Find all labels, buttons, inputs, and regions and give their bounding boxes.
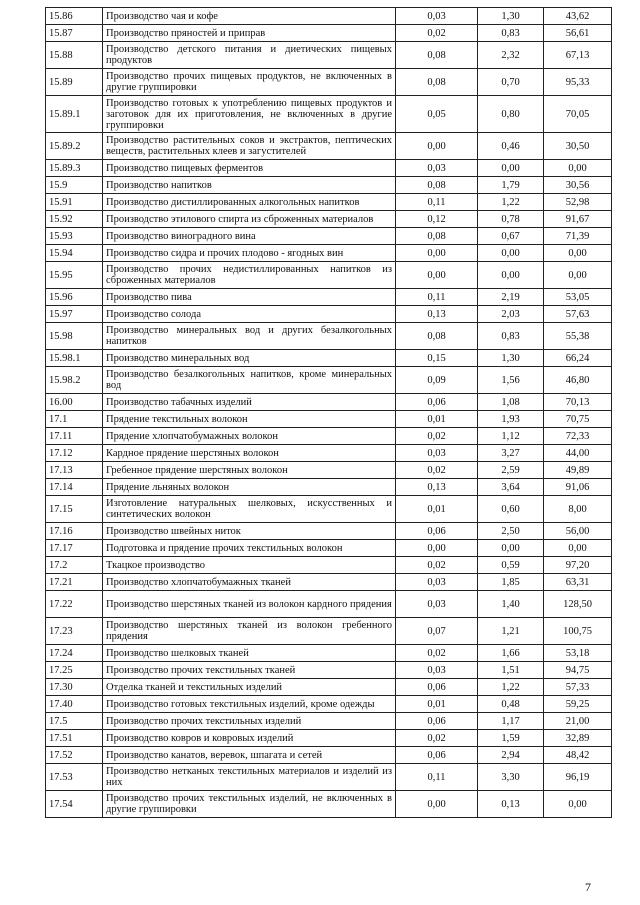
row-value-1: 0,06 [396, 523, 478, 540]
row-value-1: 0,00 [396, 791, 478, 818]
row-value-1: 0,11 [396, 194, 478, 211]
row-activity-name: Производство безалкогольных напитков, кроме минеральных вод [103, 367, 396, 394]
row-activity-name: Производство канатов, веревок, шпагата и сетей [103, 747, 396, 764]
row-value-1: 0,13 [396, 306, 478, 323]
row-value-3: 70,05 [544, 96, 612, 133]
row-code: 17.54 [46, 791, 103, 818]
row-value-3: 96,19 [544, 764, 612, 791]
row-activity-name: Производство ковров и ковровых изделий [103, 730, 396, 747]
row-value-1: 0,08 [396, 69, 478, 96]
row-value-3: 100,75 [544, 618, 612, 645]
row-code: 17.21 [46, 574, 103, 591]
row-value-1: 0,06 [396, 394, 478, 411]
data-table [45, 7, 612, 818]
row-value-3: 70,75 [544, 411, 612, 428]
row-value-1: 0,03 [396, 445, 478, 462]
table-row [46, 730, 612, 747]
row-code: 15.98 [46, 323, 103, 350]
row-value-2: 1,66 [478, 645, 544, 662]
row-activity-name: Отделка тканей и текстильных изделий [103, 679, 396, 696]
row-activity-name: Производство шерстяных тканей из волокон кардного прядения [103, 591, 396, 618]
table-row [46, 394, 612, 411]
row-value-2: 2,94 [478, 747, 544, 764]
row-value-2: 0,70 [478, 69, 544, 96]
row-activity-name: Производство готовых к употреблению пищевых продуктов и заготовок для их приготовления, не включенных в другие группировки [103, 96, 396, 133]
row-value-2: 2,19 [478, 289, 544, 306]
row-activity-name: Производство дистиллированных алкогольных напитков [103, 194, 396, 211]
table-row [46, 160, 612, 177]
row-activity-name: Изготовление натуральных шелковых, искусственных и синтетических волокон [103, 496, 396, 523]
table-row [46, 713, 612, 730]
table-row [46, 645, 612, 662]
row-value-1: 0,03 [396, 160, 478, 177]
row-activity-name: Производство прочих текстильных тканей [103, 662, 396, 679]
row-value-3: 71,39 [544, 228, 612, 245]
row-code: 15.86 [46, 8, 103, 25]
row-activity-name: Производство виноградного вина [103, 228, 396, 245]
row-value-3: 95,33 [544, 69, 612, 96]
row-code: 17.12 [46, 445, 103, 462]
row-value-1: 0,06 [396, 713, 478, 730]
table-row [46, 747, 612, 764]
table-row [46, 557, 612, 574]
row-value-3: 72,33 [544, 428, 612, 445]
row-value-2: 1,30 [478, 8, 544, 25]
row-value-3: 57,33 [544, 679, 612, 696]
row-value-3: 56,61 [544, 25, 612, 42]
row-value-3: 70,13 [544, 394, 612, 411]
row-activity-name: Производство растительных соков и экстрактов, пептических веществ, растительных клеев и загустителей [103, 133, 396, 160]
row-activity-name: Производство готовых текстильных изделий, кроме одежды [103, 696, 396, 713]
row-value-3: 0,00 [544, 791, 612, 818]
row-code: 15.89 [46, 69, 103, 96]
row-value-3: 56,00 [544, 523, 612, 540]
row-code: 15.94 [46, 245, 103, 262]
row-value-2: 0,83 [478, 25, 544, 42]
row-value-1: 0,03 [396, 662, 478, 679]
row-code: 17.5 [46, 713, 103, 730]
row-value-3: 55,38 [544, 323, 612, 350]
table-row [46, 791, 612, 818]
row-value-1: 0,09 [396, 367, 478, 394]
row-value-1: 0,11 [396, 289, 478, 306]
row-value-2: 0,59 [478, 557, 544, 574]
row-value-1: 0,06 [396, 747, 478, 764]
row-value-2: 0,00 [478, 540, 544, 557]
row-value-1: 0,13 [396, 479, 478, 496]
row-value-1: 0,01 [396, 411, 478, 428]
row-code: 17.11 [46, 428, 103, 445]
row-value-2: 1,40 [478, 591, 544, 618]
row-activity-name: Производство солода [103, 306, 396, 323]
table-row [46, 25, 612, 42]
row-value-1: 0,01 [396, 696, 478, 713]
table-row [46, 679, 612, 696]
row-code: 15.92 [46, 211, 103, 228]
row-activity-name: Производство сидра и прочих плодово - ягодных вин [103, 245, 396, 262]
row-value-3: 67,13 [544, 42, 612, 69]
row-value-1: 0,08 [396, 177, 478, 194]
row-activity-name: Производство пищевых ферментов [103, 160, 396, 177]
table-row [46, 245, 612, 262]
table-row [46, 618, 612, 645]
row-activity-name: Производство пряностей и приправ [103, 25, 396, 42]
row-value-2: 2,59 [478, 462, 544, 479]
row-value-3: 57,63 [544, 306, 612, 323]
table-row [46, 367, 612, 394]
row-value-3: 128,50 [544, 591, 612, 618]
row-value-1: 0,02 [396, 462, 478, 479]
row-code: 17.22 [46, 591, 103, 618]
row-code: 17.40 [46, 696, 103, 713]
row-value-2: 3,30 [478, 764, 544, 791]
row-activity-name: Кардное прядение шерстяных волокон [103, 445, 396, 462]
row-code: 15.87 [46, 25, 103, 42]
row-value-2: 0,46 [478, 133, 544, 160]
row-code: 17.2 [46, 557, 103, 574]
row-value-1: 0,11 [396, 764, 478, 791]
row-code: 17.24 [46, 645, 103, 662]
row-value-3: 91,06 [544, 479, 612, 496]
row-code: 15.91 [46, 194, 103, 211]
row-value-2: 1,56 [478, 367, 544, 394]
row-value-2: 1,08 [478, 394, 544, 411]
row-activity-name: Гребенное прядение шерстяных волокон [103, 462, 396, 479]
row-activity-name: Производство чая и кофе [103, 8, 396, 25]
table-row [46, 323, 612, 350]
row-activity-name: Производство минеральных вод и других безалкогольных напитков [103, 323, 396, 350]
row-value-2: 1,79 [478, 177, 544, 194]
row-activity-name: Производство хлопчатобумажных тканей [103, 574, 396, 591]
row-activity-name: Производство швейных ниток [103, 523, 396, 540]
row-code: 15.96 [46, 289, 103, 306]
row-code: 16.00 [46, 394, 103, 411]
row-code: 15.93 [46, 228, 103, 245]
row-code: 17.30 [46, 679, 103, 696]
row-value-3: 32,89 [544, 730, 612, 747]
row-value-2: 1,21 [478, 618, 544, 645]
row-activity-name: Ткацкое производство [103, 557, 396, 574]
table-row [46, 211, 612, 228]
table-row [46, 228, 612, 245]
row-value-3: 97,20 [544, 557, 612, 574]
row-value-3: 8,00 [544, 496, 612, 523]
row-value-3: 52,98 [544, 194, 612, 211]
row-value-3: 0,00 [544, 540, 612, 557]
row-activity-name: Производство прочих текстильных изделий [103, 713, 396, 730]
row-value-2: 1,22 [478, 194, 544, 211]
row-value-1: 0,03 [396, 8, 478, 25]
table-row [46, 289, 612, 306]
row-activity-name: Производство напитков [103, 177, 396, 194]
row-value-3: 43,62 [544, 8, 612, 25]
row-value-2: 3,27 [478, 445, 544, 462]
row-value-3: 91,67 [544, 211, 612, 228]
row-code: 17.52 [46, 747, 103, 764]
row-value-3: 21,00 [544, 713, 612, 730]
row-value-2: 0,00 [478, 262, 544, 289]
table-row [46, 496, 612, 523]
table-row [46, 540, 612, 557]
row-value-2: 1,93 [478, 411, 544, 428]
table-body [46, 8, 612, 818]
row-code: 15.89.1 [46, 96, 103, 133]
table-row [46, 69, 612, 96]
row-activity-name: Производство шерстяных тканей из волокон гребенного прядения [103, 618, 396, 645]
row-value-2: 0,80 [478, 96, 544, 133]
table-row [46, 445, 612, 462]
row-value-3: 0,00 [544, 262, 612, 289]
table-row [46, 350, 612, 367]
row-activity-name: Производство этилового спирта из сброженных материалов [103, 211, 396, 228]
row-activity-name: Производство пива [103, 289, 396, 306]
row-activity-name: Производство прочих недистиллированных напитков из сброженных материалов [103, 262, 396, 289]
row-value-2: 2,03 [478, 306, 544, 323]
row-value-1: 0,08 [396, 42, 478, 69]
table-row [46, 411, 612, 428]
row-activity-name: Прядение льняных волокон [103, 479, 396, 496]
row-value-1: 0,02 [396, 25, 478, 42]
row-value-2: 0,48 [478, 696, 544, 713]
page-number: 7 [585, 880, 591, 894]
row-value-1: 0,00 [396, 245, 478, 262]
row-value-2: 2,32 [478, 42, 544, 69]
row-value-1: 0,15 [396, 350, 478, 367]
row-code: 15.9 [46, 177, 103, 194]
row-code: 17.23 [46, 618, 103, 645]
row-value-1: 0,08 [396, 323, 478, 350]
row-activity-name: Производство детского питания и диетических пищевых продуктов [103, 42, 396, 69]
row-activity-name: Подготовка и прядение прочих текстильных волокон [103, 540, 396, 557]
row-code: 17.53 [46, 764, 103, 791]
row-value-3: 94,75 [544, 662, 612, 679]
row-value-1: 0,02 [396, 645, 478, 662]
row-value-1: 0,06 [396, 679, 478, 696]
row-value-1: 0,00 [396, 540, 478, 557]
table-row [46, 133, 612, 160]
row-value-3: 53,18 [544, 645, 612, 662]
table-row [46, 591, 612, 618]
table-row [46, 42, 612, 69]
table-row [46, 574, 612, 591]
row-value-2: 1,30 [478, 350, 544, 367]
row-code: 17.17 [46, 540, 103, 557]
table-row [46, 8, 612, 25]
row-value-3: 30,56 [544, 177, 612, 194]
row-code: 17.25 [46, 662, 103, 679]
row-value-2: 0,00 [478, 245, 544, 262]
row-value-2: 0,78 [478, 211, 544, 228]
row-activity-name: Производство прочих пищевых продуктов, не включенных в другие группировки [103, 69, 396, 96]
table-row [46, 764, 612, 791]
row-value-1: 0,07 [396, 618, 478, 645]
table-row [46, 479, 612, 496]
row-code: 17.1 [46, 411, 103, 428]
row-activity-name: Производство минеральных вод [103, 350, 396, 367]
row-value-1: 0,05 [396, 96, 478, 133]
row-value-3: 53,05 [544, 289, 612, 306]
row-value-2: 0,83 [478, 323, 544, 350]
row-code: 15.89.3 [46, 160, 103, 177]
row-code: 17.16 [46, 523, 103, 540]
row-value-1: 0,01 [396, 496, 478, 523]
row-code: 15.89.2 [46, 133, 103, 160]
row-code: 15.88 [46, 42, 103, 69]
row-value-1: 0,03 [396, 591, 478, 618]
table-row [46, 177, 612, 194]
row-value-1: 0,03 [396, 574, 478, 591]
row-value-3: 59,25 [544, 696, 612, 713]
row-value-1: 0,12 [396, 211, 478, 228]
row-activity-name: Производство шелковых тканей [103, 645, 396, 662]
row-activity-name: Производство нетканых текстильных материалов и изделий из них [103, 764, 396, 791]
row-value-3: 63,31 [544, 574, 612, 591]
row-value-1: 0,02 [396, 428, 478, 445]
table-row [46, 662, 612, 679]
table-row [46, 462, 612, 479]
row-value-2: 1,85 [478, 574, 544, 591]
row-value-2: 1,22 [478, 679, 544, 696]
row-code: 17.51 [46, 730, 103, 747]
table-row [46, 696, 612, 713]
row-value-2: 2,50 [478, 523, 544, 540]
row-value-3: 48,42 [544, 747, 612, 764]
row-value-3: 49,89 [544, 462, 612, 479]
row-value-3: 0,00 [544, 245, 612, 262]
table-row [46, 262, 612, 289]
row-activity-name: Производство прочих текстильных изделий, не включенных в другие группировки [103, 791, 396, 818]
row-value-2: 1,59 [478, 730, 544, 747]
table-row [46, 523, 612, 540]
table-row [46, 306, 612, 323]
row-value-2: 0,67 [478, 228, 544, 245]
row-value-1: 0,02 [396, 557, 478, 574]
row-activity-name: Производство табачных изделий [103, 394, 396, 411]
row-value-3: 30,50 [544, 133, 612, 160]
table-row [46, 428, 612, 445]
row-value-3: 46,80 [544, 367, 612, 394]
row-code: 15.95 [46, 262, 103, 289]
row-activity-name: Прядение текстильных волокон [103, 411, 396, 428]
row-code: 17.15 [46, 496, 103, 523]
row-value-2: 1,51 [478, 662, 544, 679]
row-value-3: 66,24 [544, 350, 612, 367]
row-code: 15.97 [46, 306, 103, 323]
row-value-1: 0,00 [396, 262, 478, 289]
row-activity-name: Прядение хлопчатобумажных волокон [103, 428, 396, 445]
row-value-2: 0,13 [478, 791, 544, 818]
row-code: 15.98.1 [46, 350, 103, 367]
table-row [46, 194, 612, 211]
row-value-1: 0,02 [396, 730, 478, 747]
row-value-3: 44,00 [544, 445, 612, 462]
row-value-2: 0,00 [478, 160, 544, 177]
row-value-2: 3,64 [478, 479, 544, 496]
row-code: 17.13 [46, 462, 103, 479]
row-value-1: 0,08 [396, 228, 478, 245]
table-row [46, 96, 612, 133]
row-code: 15.98.2 [46, 367, 103, 394]
row-value-1: 0,00 [396, 133, 478, 160]
row-value-3: 0,00 [544, 160, 612, 177]
row-value-2: 0,60 [478, 496, 544, 523]
row-code: 17.14 [46, 479, 103, 496]
row-value-2: 1,17 [478, 713, 544, 730]
row-value-2: 1,12 [478, 428, 544, 445]
